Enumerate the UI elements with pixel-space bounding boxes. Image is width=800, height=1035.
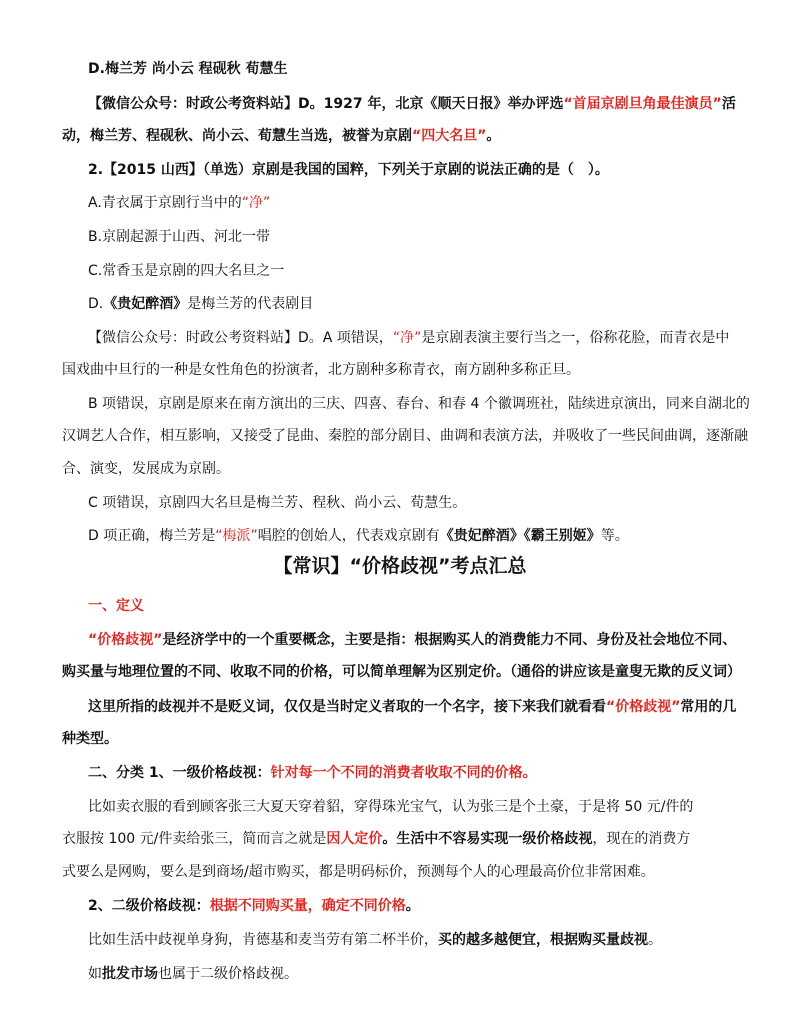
q2-answer-d-end: 等。 — [600, 528, 629, 544]
q2-option-a — [88, 193, 768, 213]
q2-stem-text: 2.【2015 山西】（单选）京剧是我国的国粹，下列关于京剧的说法正确的是（ ）。 — [88, 162, 609, 178]
intro-line2 — [62, 729, 742, 749]
q2-answer-d-bold: 《贵妃醉酒》《霸王别姬》 — [439, 528, 601, 544]
section-title — [0, 553, 800, 579]
q2-answer-d — [88, 526, 768, 546]
q2-option-c-text: C.常香玉是京剧的四大名旦之一 — [88, 263, 285, 279]
definition-line2-text: 购买量与地理位置的不同、收取不同的价格，可以简单理解为区别定价。（通俗的讲应该是童叟无欺的反义词） — [62, 664, 741, 680]
q1-answer-line2-end: 。 — [486, 128, 501, 144]
definition-heading-text: 一、定义 — [88, 598, 144, 614]
q2-option-d-prefix: D. — [88, 296, 104, 312]
q2-option-d-text: 是梅兰芳的代表剧目 — [187, 296, 314, 312]
definition-highlight: “价格歧视” — [88, 632, 163, 648]
q2-option-b — [88, 227, 768, 247]
q1-option-d-text: D.梅兰芳 尚小云 程砚秋 荀慧生 — [88, 61, 288, 77]
category2-para-line2-text: 也属于二级价格歧视。 — [158, 966, 298, 982]
q2-answer-b-line3 — [62, 459, 742, 479]
q2-answer-a-line1 — [88, 328, 768, 348]
q1-answer-line2-text: 动，梅兰芳、程砚秋、尚小云、荀慧生当选，被誉为京剧 — [62, 128, 412, 144]
q2-answer-a-highlight: “净” — [392, 330, 422, 346]
q1-option-d — [88, 59, 768, 79]
category2-heading-text: 2、二级价格歧视： — [88, 898, 210, 914]
q2-option-d — [88, 294, 768, 314]
q2-answer-a-prefix: 【微信公众号：时政公考资料站】D。A 项错误， — [88, 330, 393, 346]
category1-para-line1 — [88, 797, 768, 817]
category1-para-line1-text: 比如卖衣服的看到顾客张三大夏天穿着貂，穿得珠光宝气，认为张三是个土豪，于是将 50 元/件的 — [88, 799, 694, 815]
q2-answer-c — [88, 493, 768, 513]
q1-answer-source: 【微信公众号：时政公考资料站】D。1927 年，北京《顺天日报》举办评选 — [88, 96, 564, 112]
category1-para-bold: 。生活中不容易实现一级价格歧视 — [382, 831, 593, 847]
q2-option-d-bold: 《贵妃醉酒》 — [103, 296, 188, 312]
intro-highlight: “价格歧视” — [606, 699, 681, 715]
q1-answer-highlight1: “首届京剧旦角最佳演员” — [563, 96, 722, 112]
q2-option-a-text: A.青衣属于京剧行当中的 — [88, 195, 242, 211]
category1-para-line2-end: ，现在的消费方 — [592, 831, 691, 847]
q2-answer-b-line1 — [88, 394, 768, 414]
category1-para-line2 — [62, 829, 742, 849]
intro-line2-text: 种类型。 — [62, 731, 118, 747]
q2-answer-d-highlight: “梅派” — [215, 528, 258, 544]
definition-heading — [88, 596, 768, 616]
category2-para-line2-bold: 批发市场 — [102, 966, 158, 982]
definition-line1 — [88, 630, 768, 650]
q2-answer-b-line3-text: 合、演变，发展成为京剧。 — [62, 461, 230, 477]
category2-heading — [88, 896, 768, 916]
category2-para-line1-end: 。 — [648, 932, 662, 948]
category1-para-line3 — [62, 862, 742, 882]
q2-answer-b-line2-text: 汉调艺人合作，相互影响，又接受了昆曲、秦腔的部分剧目、曲调和表演方法，并吸收了一些民间曲调，逐渐融 — [62, 428, 748, 444]
definition-line1-text: 是经济学中的一个重要概念，主要是指：根据购买人的消费能力不同、身份及社会地位不同、 — [162, 632, 737, 648]
q2-answer-a-text: 是京剧表演主要行当之一，俗称花脸，而青衣是中 — [421, 330, 730, 346]
q2-answer-b-line2 — [62, 426, 748, 446]
intro-line1-text: 这里所指的歧视并不是贬义词，仅仅是当时定义者取的一个名字，接下来我们就看看 — [88, 699, 606, 715]
q1-answer-highlight2: “四大名旦” — [412, 128, 487, 144]
category1-heading-text: 二、分类 1、一级价格歧视： — [88, 765, 271, 781]
category2-para-line2-prefix: 如 — [88, 966, 102, 982]
category2-para-bold: 买的越多越便宜，根据购买量歧视 — [438, 932, 648, 948]
q2-option-b-text: B.京剧起源于山西、河北一带 — [88, 229, 271, 245]
category1-highlight: 针对每一个不同的消费者收取不同的价格。 — [270, 765, 537, 781]
category1-para-highlight: 因人定价 — [326, 831, 383, 847]
q2-option-a-highlight: “净” — [241, 195, 271, 211]
intro-line1 — [88, 697, 768, 717]
q2-answer-c-text: C 项错误，京剧四大名旦是梅兰芳、程秋、尚小云、荀慧生。 — [88, 495, 467, 511]
q2-answer-a-line2 — [62, 360, 742, 380]
category1-heading — [88, 763, 768, 783]
section-title-text: 【常识】“价格歧视”考点汇总 — [273, 555, 527, 577]
category2-highlight: 根据不同购买量，确定不同价格 — [209, 898, 406, 914]
q2-stem — [88, 160, 768, 180]
intro-line1-end: 常用的几 — [680, 699, 737, 715]
q1-answer-line1 — [88, 94, 768, 114]
q2-answer-b-line1-text: B 项错误，京剧是原来在南方演出的三庆、四喜、春台、和春 4 个徽调班社，陆续进京演出，同来自湖北的 — [88, 396, 750, 412]
q2-answer-a-line2-text: 国戏曲中旦行的一种是女性角色的扮演者，北方剧种多称青衣，南方剧种多称正旦。 — [62, 362, 580, 378]
category1-para-line3-text: 式要么是网购，要么是到商场/超市购买，都是明码标价，预测每个人的心理最高价位非常困难。 — [62, 864, 655, 880]
category2-para-line2 — [88, 964, 768, 984]
q2-option-c — [88, 261, 768, 281]
q2-answer-d-prefix: D 项正确，梅兰芳是 — [88, 528, 216, 544]
category1-para-line2-text: 衣服按 100 元/件卖给张三，简而言之就是 — [62, 831, 327, 847]
category2-para-line1-text: 比如生活中歧视单身狗，肯德基和麦当劳有第二杯半价， — [88, 932, 438, 948]
q2-answer-d-text: 唱腔的创始人，代表戏京剧有 — [257, 528, 440, 544]
q1-answer-line2 — [62, 126, 742, 146]
definition-line2 — [62, 662, 742, 682]
q1-answer-tail: 活 — [721, 96, 736, 112]
category2-heading-end: 。 — [405, 898, 420, 914]
category2-para-line1 — [88, 930, 768, 950]
